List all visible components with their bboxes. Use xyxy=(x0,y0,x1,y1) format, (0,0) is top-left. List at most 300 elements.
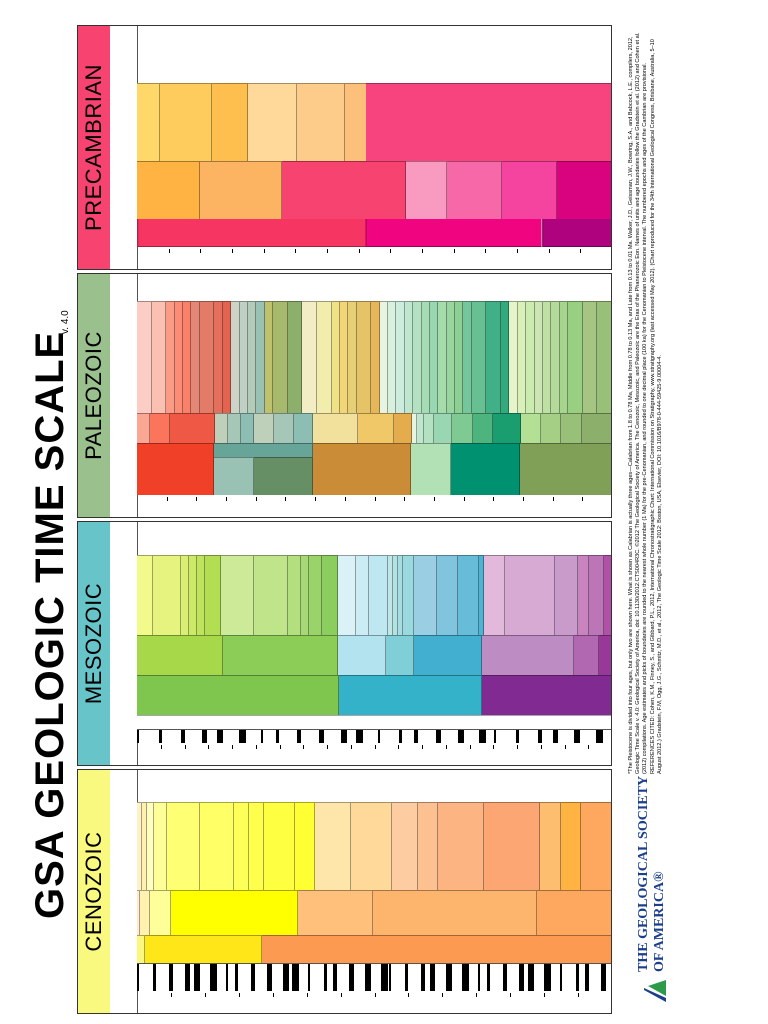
age-cell xyxy=(414,555,437,635)
age-cell xyxy=(205,555,221,635)
polarity-band xyxy=(239,730,246,743)
epoch-cell xyxy=(228,413,241,443)
age-tick-mark xyxy=(580,249,581,253)
polarity-band xyxy=(226,964,228,991)
polarity-band xyxy=(308,964,310,991)
polarity-band xyxy=(430,964,435,991)
age-tick-mark xyxy=(375,745,376,749)
polarity-band xyxy=(421,964,425,991)
age-tick-mark xyxy=(446,745,447,749)
epoch-cell xyxy=(417,413,424,443)
period-cell xyxy=(248,83,296,161)
age-tick-mark xyxy=(541,745,542,749)
column-header-magnetic xyxy=(110,714,138,743)
age-tick-mark xyxy=(295,249,296,253)
age-tick-mark xyxy=(196,497,197,501)
polarity-band xyxy=(399,730,402,743)
age-tick-mark xyxy=(375,497,376,501)
column-header-epoch xyxy=(110,412,138,443)
era-cell xyxy=(447,161,502,219)
epoch-cell xyxy=(298,890,373,935)
period-cell xyxy=(137,443,214,495)
period-cell xyxy=(262,935,612,963)
epoch-cell xyxy=(137,635,223,675)
age-cell xyxy=(455,301,463,413)
age-tick-mark xyxy=(256,497,257,501)
age-cell xyxy=(371,301,379,413)
age-tick-mark xyxy=(510,993,511,997)
age-tick-mark xyxy=(171,993,172,997)
period-cell xyxy=(339,675,482,715)
age-tick-mark xyxy=(390,249,391,253)
polarity-band xyxy=(478,964,480,991)
age-cell xyxy=(484,802,540,890)
age-tick-mark xyxy=(544,993,545,997)
age-cell xyxy=(302,301,317,413)
age-tick-mark xyxy=(205,993,206,997)
age-cell xyxy=(315,802,351,890)
epoch-cell xyxy=(386,635,414,675)
period-cell xyxy=(520,443,612,495)
footnote-text: *The Pleistocene is divided into four ages, but only two are shown here. What is shown as Calabrian is actually three ages—Calabrian from 1.8 to 0.78 Ma, Middle from 0.78 to 0.13 Ma, and Late from 0.13 to 0.01 Ma. Walker, J.D., Geissman, J.W., Bowring, S.A., and Babcock, L.E., compilers, 2012, Geologic Time Scale v. 4.0: Geological Society of America, doi: 10.1130/2012.CTS004R3C. ©2012 The Geological Society of America. The Cenozoic, Mesozoic, and Paleozoic are the Eras of the Phanerozoic Eon. Names of units and age boundaries follow the Gradstein et al. (2012) and Cohen et al. (2012) compilations. Age estimates and picks of boundaries are rounded to the nearest whole number (1 Ma) for the pre-Cenomanian, and rounded to one decimal place (100 ka) for the Cenomanian to Pleistocene interval. The numbered epochs and ages of the Cambrian are provisional. REFERENCES CITED: Cohen, K.M., Finney, S., and Gibbard, P.L., 2012, International Chronostratigraphic Chart: International Commission on Stratigraphy, www.stratigraphy.org (last accessed May 2012). (Chart reproduced for the 34th International Geological Congress, Brisbane, Australia, 5–10 August 2012.) Gradstein, F.M, Ogg, J.G., Schmitz, M.D., et al., 2012, The Geologic Time Scale 2012: Boston, USA, Elsevier, DOI: 10.1016/B978-0-444-59425-9.00004-4. xyxy=(628,32,663,774)
age-cell xyxy=(191,301,199,413)
epoch-cell xyxy=(313,413,358,443)
age-cell xyxy=(526,301,534,413)
age-tick-mark xyxy=(341,993,342,997)
column-header-epoch xyxy=(110,889,138,935)
age-tick-mark xyxy=(578,993,579,997)
polarity-band xyxy=(324,964,327,991)
age-cell xyxy=(463,301,471,413)
epoch-cell xyxy=(537,890,612,935)
eon-cell xyxy=(137,219,366,247)
period-cell xyxy=(212,83,248,161)
eon-cell xyxy=(542,219,612,247)
polarity-band xyxy=(283,964,289,991)
age-cell xyxy=(254,555,288,635)
era-cell xyxy=(137,161,200,219)
polarity-band xyxy=(210,964,217,991)
epoch-cell xyxy=(358,413,394,443)
age-tick-mark xyxy=(161,745,162,749)
epoch-cell xyxy=(171,890,298,935)
mesozoic-magnetic-polarity xyxy=(137,729,612,743)
epoch-cell xyxy=(452,413,473,443)
epoch-cell xyxy=(150,890,171,935)
age-cell xyxy=(153,555,182,635)
age-tick-mark xyxy=(470,745,471,749)
age-tick-mark xyxy=(476,993,477,997)
polarity-band xyxy=(137,964,139,991)
polarity-band xyxy=(544,964,551,991)
polarity-band xyxy=(389,964,391,991)
polarity-band xyxy=(169,964,173,991)
epoch-cell xyxy=(170,413,215,443)
column-header-period xyxy=(110,934,138,963)
polarity-band xyxy=(576,964,579,991)
age-tick-mark xyxy=(359,249,360,253)
epoch-cell xyxy=(473,413,493,443)
age-cell xyxy=(568,301,583,413)
age-tick-mark xyxy=(553,497,554,501)
polarity-band xyxy=(153,964,156,991)
age-tick-mark xyxy=(493,745,494,749)
polarity-band xyxy=(553,730,558,743)
column-header-eon xyxy=(110,218,138,247)
age-cell xyxy=(369,555,387,635)
publisher-line-2: OF AMERICA® xyxy=(652,871,667,972)
column-header-age_ma xyxy=(110,990,138,1013)
age-cell xyxy=(295,802,315,890)
age-cell xyxy=(413,301,421,413)
age-tick-mark xyxy=(442,993,443,997)
polarity-band xyxy=(341,730,347,743)
period-cell xyxy=(297,83,345,161)
era-cell xyxy=(557,161,612,219)
polarity-band xyxy=(516,730,519,743)
polarity-band xyxy=(349,964,354,991)
age-cell xyxy=(543,301,551,413)
epoch-cell xyxy=(424,413,434,443)
age-cell xyxy=(154,802,167,890)
age-cell xyxy=(338,555,356,635)
polarity-band xyxy=(159,730,162,743)
age-cell xyxy=(234,802,249,890)
age-cell xyxy=(501,301,509,413)
age-tick-mark xyxy=(327,249,328,253)
age-tick-mark xyxy=(351,745,352,749)
precambrian-fill xyxy=(366,83,612,161)
age-cell xyxy=(197,555,205,635)
age-cell xyxy=(256,301,264,413)
era-cell xyxy=(200,161,282,219)
period-cell xyxy=(451,443,520,495)
age-cell xyxy=(223,301,231,413)
polarity-band xyxy=(378,730,380,743)
polarity-band xyxy=(479,730,486,743)
age-cell xyxy=(458,555,479,635)
age-cell xyxy=(249,802,264,890)
age-tick-mark xyxy=(422,745,423,749)
rapid-polarity-label xyxy=(137,715,612,729)
age-tick-mark xyxy=(264,249,265,253)
age-cell xyxy=(288,555,301,635)
age-cell xyxy=(189,555,197,635)
age-tick-mark xyxy=(517,249,518,253)
age-tick-mark xyxy=(208,745,209,749)
age-cell xyxy=(484,555,505,635)
age-tick-mark xyxy=(588,745,589,749)
age-cell xyxy=(357,301,372,413)
age-cell xyxy=(137,555,153,635)
age-tick-mark xyxy=(464,497,465,501)
column-header-age xyxy=(110,300,138,413)
age-tick-mark xyxy=(169,249,170,253)
age-tick-mark xyxy=(185,745,186,749)
epoch-cell xyxy=(434,413,452,443)
age-tick-mark xyxy=(434,497,435,501)
polarity-band xyxy=(436,730,441,743)
age-cell xyxy=(447,301,455,413)
column-header-period xyxy=(110,82,138,161)
polarity-band xyxy=(458,730,464,743)
eon-cell xyxy=(366,219,542,247)
period-cell xyxy=(214,457,253,495)
polarity-band xyxy=(446,964,452,991)
epoch-cell xyxy=(521,413,541,443)
polarity-band xyxy=(297,730,301,743)
column-header-epoch xyxy=(110,634,138,675)
epoch-cell xyxy=(215,413,228,443)
period-cell xyxy=(137,83,160,161)
polarity-band xyxy=(185,964,190,991)
cenozoic-magnetic-polarity xyxy=(137,963,612,991)
mesozoic-header: MESOZOIC xyxy=(78,522,111,765)
age-cell xyxy=(561,802,581,890)
period-cell xyxy=(482,675,612,715)
age-cell xyxy=(137,301,152,413)
polarity-band xyxy=(560,964,562,991)
age-cell xyxy=(540,802,560,890)
age-cell xyxy=(560,301,568,413)
age-cell xyxy=(214,301,222,413)
polarity-band xyxy=(574,730,580,743)
column-header-picks xyxy=(110,769,138,802)
age-tick-mark xyxy=(167,497,168,501)
age-cell xyxy=(583,301,598,413)
age-cell xyxy=(438,802,484,890)
age-cell xyxy=(317,301,332,413)
epoch-cell xyxy=(561,413,582,443)
age-cell xyxy=(200,301,215,413)
age-cell xyxy=(221,555,255,635)
age-tick-mark xyxy=(315,497,316,501)
polarity-band xyxy=(202,730,207,743)
polarity-band xyxy=(356,730,363,743)
age-cell xyxy=(437,555,458,635)
era-cell xyxy=(282,161,406,219)
age-cell xyxy=(183,301,191,413)
age-tick-mark xyxy=(345,497,346,501)
age-cell xyxy=(581,802,612,890)
age-cell xyxy=(147,802,154,890)
precambrian-header: PRECAMBRIAN xyxy=(78,26,111,269)
period-cell xyxy=(145,935,262,963)
polarity-band xyxy=(261,730,263,743)
polarity-band xyxy=(235,964,238,991)
period-cell xyxy=(160,83,212,161)
polarity-band xyxy=(585,964,589,991)
cenozoic-panel xyxy=(77,769,612,1014)
age-tick-mark xyxy=(256,745,257,749)
column-header-period xyxy=(110,442,138,495)
epoch-cell xyxy=(274,413,294,443)
age-cell xyxy=(152,301,167,413)
epoch-cell xyxy=(414,635,483,675)
age-cell xyxy=(356,555,369,635)
period-cell xyxy=(313,443,412,495)
polarity-band xyxy=(487,964,490,991)
polarity-band xyxy=(181,730,185,743)
column-header-magnetic xyxy=(110,962,138,991)
age-cell xyxy=(422,301,430,413)
polarity-band xyxy=(596,730,603,743)
age-tick-mark xyxy=(485,249,486,253)
age-cell xyxy=(273,301,288,413)
period-cell xyxy=(254,457,313,495)
epoch-cell xyxy=(541,413,561,443)
polarity-band xyxy=(494,730,496,743)
epoch-cell xyxy=(223,635,337,675)
age-cell xyxy=(340,301,348,413)
column-header-age xyxy=(110,554,138,635)
age-tick-mark xyxy=(327,745,328,749)
epoch-cell xyxy=(150,413,170,443)
age-tick-mark xyxy=(232,745,233,749)
age-tick-mark xyxy=(273,993,274,997)
age-tick-mark xyxy=(493,497,494,501)
column-header-picks xyxy=(110,521,138,555)
age-cell xyxy=(166,301,174,413)
age-cell xyxy=(555,555,578,635)
column-header-age_ma xyxy=(110,246,138,269)
era-cell xyxy=(502,161,557,219)
polarity-band xyxy=(276,730,279,743)
age-cell xyxy=(351,802,392,890)
age-tick-mark xyxy=(285,497,286,501)
paleozoic-panel xyxy=(77,273,612,518)
age-cell xyxy=(551,301,559,413)
age-tick-mark xyxy=(280,745,281,749)
polarity-band xyxy=(251,964,255,991)
polarity-band xyxy=(267,964,272,991)
epoch-cell xyxy=(482,635,573,675)
polarity-band xyxy=(319,730,324,743)
column-header-era xyxy=(110,160,138,219)
epoch-cell xyxy=(493,413,521,443)
page-title: GSA GEOLOGIC TIME SCALE xyxy=(28,330,72,919)
age-tick-mark xyxy=(565,745,566,749)
period-cell xyxy=(137,935,145,963)
epoch-cell xyxy=(373,890,537,935)
cenozoic-header: CENOZOIC xyxy=(78,770,111,1013)
age-tick-mark xyxy=(582,497,583,501)
column-header-age_ma xyxy=(110,742,138,765)
period-cell xyxy=(137,675,339,715)
age-cell xyxy=(486,301,501,413)
age-tick-mark xyxy=(404,497,405,501)
mesozoic-panel xyxy=(77,521,612,766)
age-cell xyxy=(403,555,413,635)
period-cell xyxy=(214,443,313,457)
polarity-band xyxy=(405,964,408,991)
polarity-band xyxy=(194,964,200,991)
age-cell xyxy=(589,555,605,635)
age-cell xyxy=(231,301,239,413)
age-cell xyxy=(505,555,555,635)
epoch-cell xyxy=(582,413,612,443)
age-cell xyxy=(264,802,295,890)
age-cell xyxy=(518,301,526,413)
age-tick-mark xyxy=(408,993,409,997)
age-cell xyxy=(418,802,438,890)
polarity-band xyxy=(217,730,223,743)
epoch-cell xyxy=(140,890,150,935)
age-tick-mark xyxy=(422,249,423,253)
age-tick-mark xyxy=(200,249,201,253)
age-cell xyxy=(248,301,256,413)
polarity-band xyxy=(519,964,524,991)
age-cell xyxy=(288,301,303,413)
age-tick-mark xyxy=(375,993,376,997)
age-tick-mark xyxy=(523,497,524,501)
age-tick-mark xyxy=(303,745,304,749)
age-tick-mark xyxy=(454,249,455,253)
age-cell xyxy=(181,555,189,635)
age-cell xyxy=(438,301,446,413)
age-cell xyxy=(597,301,612,413)
age-cell xyxy=(332,301,340,413)
paleozoic-header: PALEOZOIC xyxy=(78,274,111,517)
polarity-band xyxy=(414,730,418,743)
precambrian-panel xyxy=(77,25,612,270)
age-tick-mark xyxy=(549,249,550,253)
column-header-age xyxy=(110,801,138,890)
age-cell xyxy=(301,555,309,635)
age-cell xyxy=(265,301,273,413)
polarity-band xyxy=(365,964,371,991)
epoch-cell xyxy=(294,413,314,443)
polarity-band xyxy=(462,964,469,991)
age-tick-mark xyxy=(307,993,308,997)
age-tick-mark xyxy=(398,745,399,749)
age-cell xyxy=(200,802,233,890)
publisher-line-1: THE GEOLOGICAL SOCIETY xyxy=(636,775,651,972)
age-tick-mark xyxy=(239,993,240,997)
polarity-band xyxy=(137,730,139,743)
epoch-cell xyxy=(137,413,150,443)
age-cell xyxy=(396,301,404,413)
era-cell xyxy=(406,161,447,219)
epoch-cell xyxy=(599,635,612,675)
epoch-cell xyxy=(338,635,386,675)
age-cell xyxy=(167,802,200,890)
age-cell xyxy=(175,301,183,413)
age-cell xyxy=(535,301,543,413)
column-header-period xyxy=(110,674,138,715)
polarity-band xyxy=(538,730,542,743)
age-cell xyxy=(309,555,322,635)
age-cell xyxy=(405,301,413,413)
age-cell xyxy=(578,555,588,635)
age-tick-mark xyxy=(517,745,518,749)
publisher-name xyxy=(636,776,668,972)
polarity-band xyxy=(292,964,299,991)
age-cell xyxy=(240,301,248,413)
polarity-band xyxy=(333,964,337,991)
epoch-cell xyxy=(394,413,412,443)
polarity-band xyxy=(601,964,606,991)
period-cell xyxy=(411,443,450,495)
epoch-cell xyxy=(254,413,274,443)
age-cell xyxy=(322,555,338,635)
age-tick-mark xyxy=(226,497,227,501)
age-cell xyxy=(430,301,438,413)
epoch-cell xyxy=(574,635,599,675)
age-cell xyxy=(388,301,396,413)
polarity-band xyxy=(503,964,507,991)
epoch-cell xyxy=(241,413,254,443)
